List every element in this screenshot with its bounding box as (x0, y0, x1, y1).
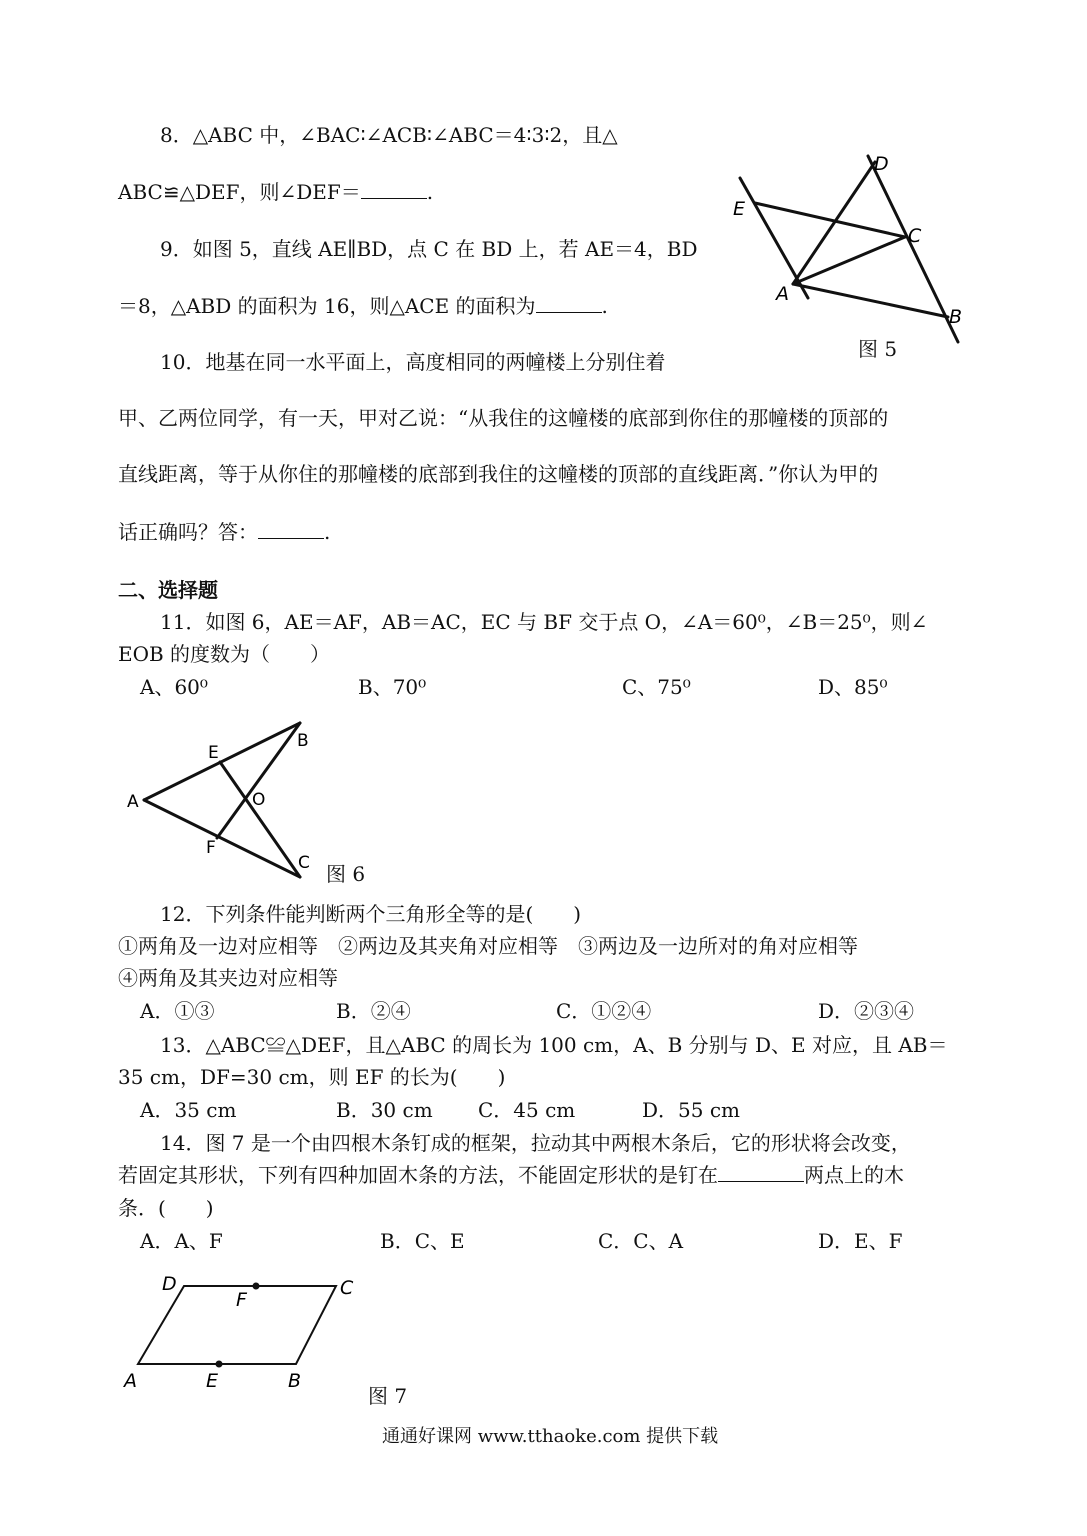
figure-6 (120, 715, 350, 885)
fig7-label-d: D (162, 1273, 177, 1295)
q8-line1: 8．△ABC 中，∠BAC∶∠ACB∶∠ABC＝4∶3∶2，且△ (160, 123, 618, 147)
fig7-point-e (216, 1361, 223, 1368)
q14-answer-blank (718, 1163, 804, 1182)
q9-line2-text: ＝8，△ABD 的面积为 16，则△ACE 的面积为 (118, 294, 536, 318)
q14-option-b: B．C、E (380, 1229, 465, 1253)
q12-line2: ①两角及一边对应相等 ②两边及其夹角对应相等 ③两边及一边所对的角对应相等 (118, 934, 858, 958)
q9-line2 (118, 294, 608, 318)
q10-line4-end: . (324, 520, 331, 544)
figure-5 (720, 150, 980, 360)
q10-line1: 10．地基在同一水平面上，高度相同的两幢楼上分别住着 (160, 350, 666, 374)
q11-option-b: B、70⁰ (358, 675, 427, 699)
q13-option-b: B．30 cm (336, 1098, 433, 1122)
fig5-seg-ab (793, 284, 948, 317)
fig6-label-b: B (297, 731, 309, 751)
page-footer: 通通好课网 www.tthaoke.com 提供下载 (382, 1426, 719, 1447)
fig5-line-db (868, 156, 958, 342)
fig5-label-d: D (874, 153, 889, 175)
fig6-label-e: E (208, 743, 219, 763)
q8-line2-end: . (426, 180, 434, 204)
q9-line2-end: . (601, 294, 608, 318)
q11-option-a: A、60⁰ (140, 675, 208, 699)
fig6-seg-bf (217, 723, 300, 838)
q10-line4-text: 话正确吗？答： (118, 520, 258, 544)
fig7-label-e: E (206, 1370, 219, 1392)
fig6-label-c: C (298, 853, 310, 873)
q12-option-d: D．②③④ (818, 999, 915, 1023)
fig7-point-f (253, 1283, 260, 1290)
fig5-label-b: B (949, 306, 963, 328)
fig6-label-a: A (127, 792, 139, 812)
fig7-label-b: B (288, 1370, 302, 1392)
q14-option-a: A．A、F (140, 1229, 223, 1253)
q12-line1: 12．下列条件能判断两个三角形全等的是( ) (160, 902, 582, 926)
fig5-label-c: C (908, 225, 922, 247)
q10-line3: 直线距离，等于从你住的那幢楼的底部到我住的这幢楼的顶部的直线距离．”你认为甲的 (118, 462, 879, 486)
fig7-label-a: A (124, 1370, 137, 1392)
fig6-seg-ac (144, 800, 300, 877)
q12-option-a: A．①③ (140, 999, 215, 1023)
q8-line2-text: ABC≌△DEF，则∠DEF＝ (118, 180, 361, 204)
q14-line2-text-b: 两点上的木 (804, 1163, 904, 1187)
q14-line2-text-a: 若固定其形状，下列有四种加固木条的方法，不能固定形状的是钉在 (118, 1163, 718, 1187)
fig7-label-f: F (236, 1289, 247, 1311)
q14-line2 (118, 1163, 904, 1187)
q10-line2: 甲、乙两位同学，有一天，甲对乙说：“从我住的这幢楼的底部到你住的那幢楼的顶部的 (118, 406, 889, 430)
fig5-line-ea (740, 178, 808, 298)
fig7-label-c: C (340, 1277, 354, 1299)
section-2-title: 二、选择题 (118, 578, 218, 602)
q10-line4 (118, 520, 330, 544)
q13-line1: 13．△ABC≌△DEF，且△ABC 的周长为 100 cm，A、B 分别与 D、E 对应，且 AB＝ (160, 1033, 948, 1057)
fig6-caption: 图 6 (326, 862, 366, 886)
q11-option-c: C、75⁰ (622, 675, 691, 699)
q14-option-d: D．E、F (818, 1229, 903, 1253)
q14-line3: 条．( ) (118, 1196, 214, 1220)
fig7-caption: 图 7 (368, 1384, 408, 1408)
q13-option-d: D．55 cm (642, 1098, 741, 1122)
q11-option-d: D、85⁰ (818, 675, 888, 699)
q14-line1: 14．图 7 是一个由四根木条钉成的框架，拉动其中两根木条后，它的形状将会改变， (160, 1131, 911, 1155)
fig5-seg-ec (755, 203, 905, 237)
figure-7 (118, 1268, 378, 1398)
q9-line1: 9．如图 5，直线 AE∥BD，点 C 在 BD 上，若 AE＝4，BD (160, 237, 698, 261)
q12-option-c: C．①②④ (556, 999, 652, 1023)
q12-line3: ④两角及其夹边对应相等 (118, 966, 338, 990)
fig5-label-e: E (733, 198, 746, 220)
q14-option-c: C．C、A (598, 1229, 684, 1253)
q12-option-b: B．②④ (336, 999, 411, 1023)
fig6-seg-ab (144, 723, 300, 800)
q11-line1: 11．如图 6，AE＝AF，AB＝AC，EC 与 BF 交于点 O，∠A＝60⁰，∠B＝25⁰，则∠ (160, 610, 928, 634)
q10-answer-blank (258, 520, 324, 539)
fig5-label-a: A (776, 283, 789, 305)
q8-line2 (118, 180, 433, 204)
fig5-caption: 图 5 (858, 337, 898, 361)
q9-answer-blank (536, 294, 602, 313)
q13-line2: 35 cm，DF=30 cm，则 EF 的长为( ) (118, 1065, 506, 1089)
fig6-label-o: O (252, 790, 266, 810)
q13-option-c: C．45 cm (478, 1098, 576, 1122)
q13-option-a: A．35 cm (140, 1098, 237, 1122)
q8-answer-blank (361, 180, 427, 199)
fig6-label-f: F (206, 838, 216, 858)
q11-line2: EOB 的度数为（ ） (118, 642, 331, 666)
